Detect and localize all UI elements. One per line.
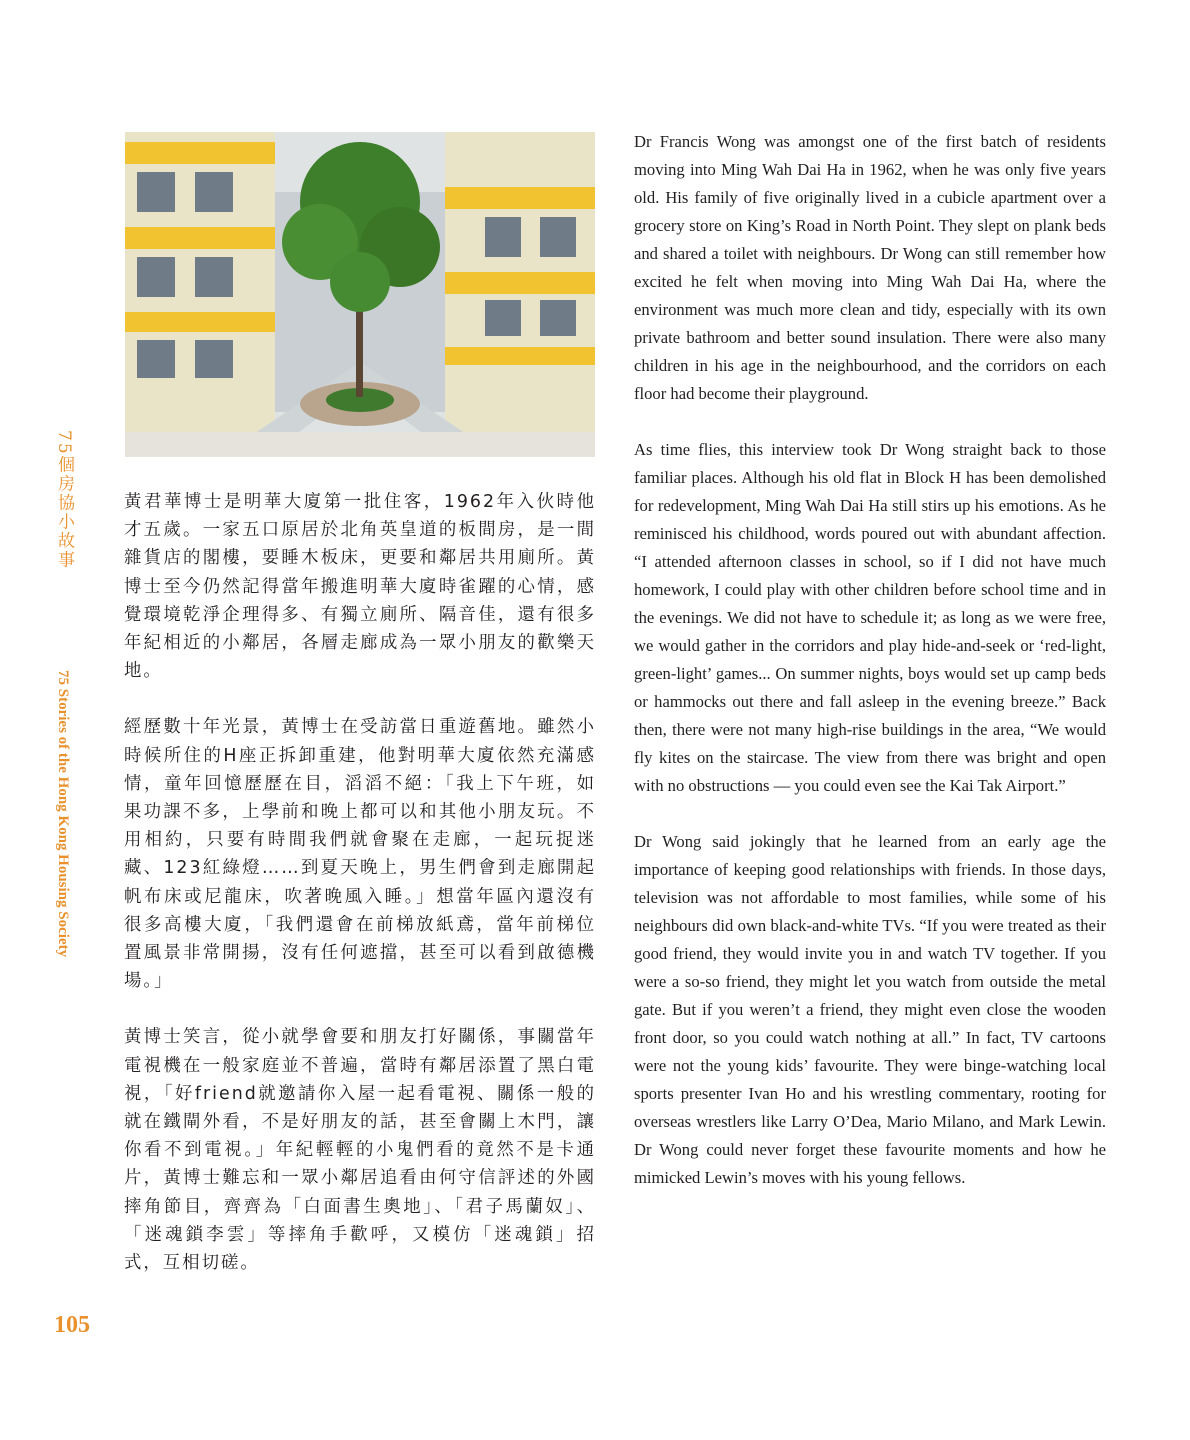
zh-paragraph-3: 黃博士笑言，從小就學會要和朋友打好關係，事關當年電視機在一般家庭並不普遍，當時有鄰居添置了黑白電視，「好friend就邀請你入屋一起看電視、關係一般的就在鐵閘外看，不是好朋友的話，甚至會關上木門，讓你看不到電視。」年紀輕輕的小鬼們看的竟然不是卡通片，黃博士難忘和一眾小鄰居追看由何守信評述的外國摔角節目，齊齊為「白面書生奧地」、「君子馬蘭奴」、「迷魂鎖李雲」等摔角手歡呼，又模仿「迷魂鎖」招式，互相切磋。 <box>124 1027 596 1274</box>
side-title-zh: 75個房協小故事 <box>54 430 74 570</box>
zh-paragraph-1: 黃君華博士是明華大廈第一批住客，1962年入伙時他才五歲。一家五口原居於北角英皇道的板間房，是一間雜貨店的閣樓，要睡木板床，更要和鄰居共用廁所。黃博士至今仍然記得當年搬進明華大廈時雀躍的心情，感覺環境乾淨企理得多、有獨立廁所、隔音佳，還有很多年紀相近的小鄰居，各層走廊成為一眾小朋友的歡樂天地。 <box>124 492 596 682</box>
english-article <box>634 128 1106 1220</box>
side-title <box>52 430 78 958</box>
estate-photo <box>125 132 595 457</box>
side-title-en: 75 Stories of the Hong Kong Housing Society <box>55 670 71 958</box>
en-paragraph-1: Dr Francis Wong was amongst one of the first batch of residents moving into Ming Wah Dai Ha in 1962, when he was only five years old. His family of five originally lived in a cubicle apartment over a grocery store on King’s Road in North Point. They slept on plank beds and shared a toilet with neighbours. Dr Wong can still remember how excited he felt when moving into Ming Wah Dai Ha, where the environment was much more clean and tidy, especially with its own private bathroom and better sound insulation. There were also many children in his age in the neighbourhood, and the corridors on each floor had become their playground. <box>634 132 1106 403</box>
en-paragraph-3: Dr Wong said jokingly that he learned from an early age the importance of keeping good relationships with friends. In those days, television was not affordable to most families, while some of his neighbours did own black-and-white TVs. “If you were treated as their good friend, they would invite you in and watch TV together. If you were a so-so friend, they might let you watch from outside the metal gate. But if you weren’t a friend, they might even close the wooden front door, so you could watch nothing at all.” In fact, TV cartoons were not the young kids’ favourite. They were binge-watching local sports presenter Ivan Ho and his wrestling commentary, rooting for overseas wrestlers like Larry O’Dea, Mario Milano, and Mark Lewin. Dr Wong could never forget these favourite moments and how he mimicked Lewin’s moves with his young fellows. <box>634 832 1106 1187</box>
zh-paragraph-2: 經歷數十年光景，黃博士在受訪當日重遊舊地。雖然小時候所住的H座正拆卸重建，他對明華大廈依然充滿感情，童年回憶歷歷在目，滔滔不絕：「我上下午班，如果功課不多，上學前和晚上都可以和其他小朋友玩。不用相約，只要有時間我們就會聚在走廊，一起玩捉迷藏、123紅綠燈……到夏天晚上，男生們會到走廊開起帆布床或尼龍床，吹著晚風入睡。」想當年區內還沒有很多高樓大廈，「我們還會在前梯放紙鳶，當年前梯位置風景非常開揚，沒有任何遮擋，甚至可以看到啟德機場。」 <box>124 717 596 992</box>
chinese-article <box>124 488 596 1305</box>
en-paragraph-2: As time flies, this interview took Dr Wong straight back to those familiar places. Although his old flat in Block H has been demolished for redevelopment, Ming Wah Dai Ha still stirs up his emotions. As he reminisced his childhood, words poured out with abundant affection. “I attended afternoon classes in school, so if I did not have much homework, I could play with other children before school time and in the evenings. We did not have to schedule it; as long as we were free, we would gather in the corridors and play hide-and-seek or ‘red-light, green-light’ games... On summer nights, boys would set up camp beds or hammocks out there and fall asleep in the evening breeze.” Back then, there were not many high-rise buildings in the area, “We would fly kites on the staircase. The view from there was bright and open with no obstructions — you could even see the Kai Tak Airport.” <box>634 440 1106 795</box>
page-number: 105 <box>54 1312 90 1338</box>
